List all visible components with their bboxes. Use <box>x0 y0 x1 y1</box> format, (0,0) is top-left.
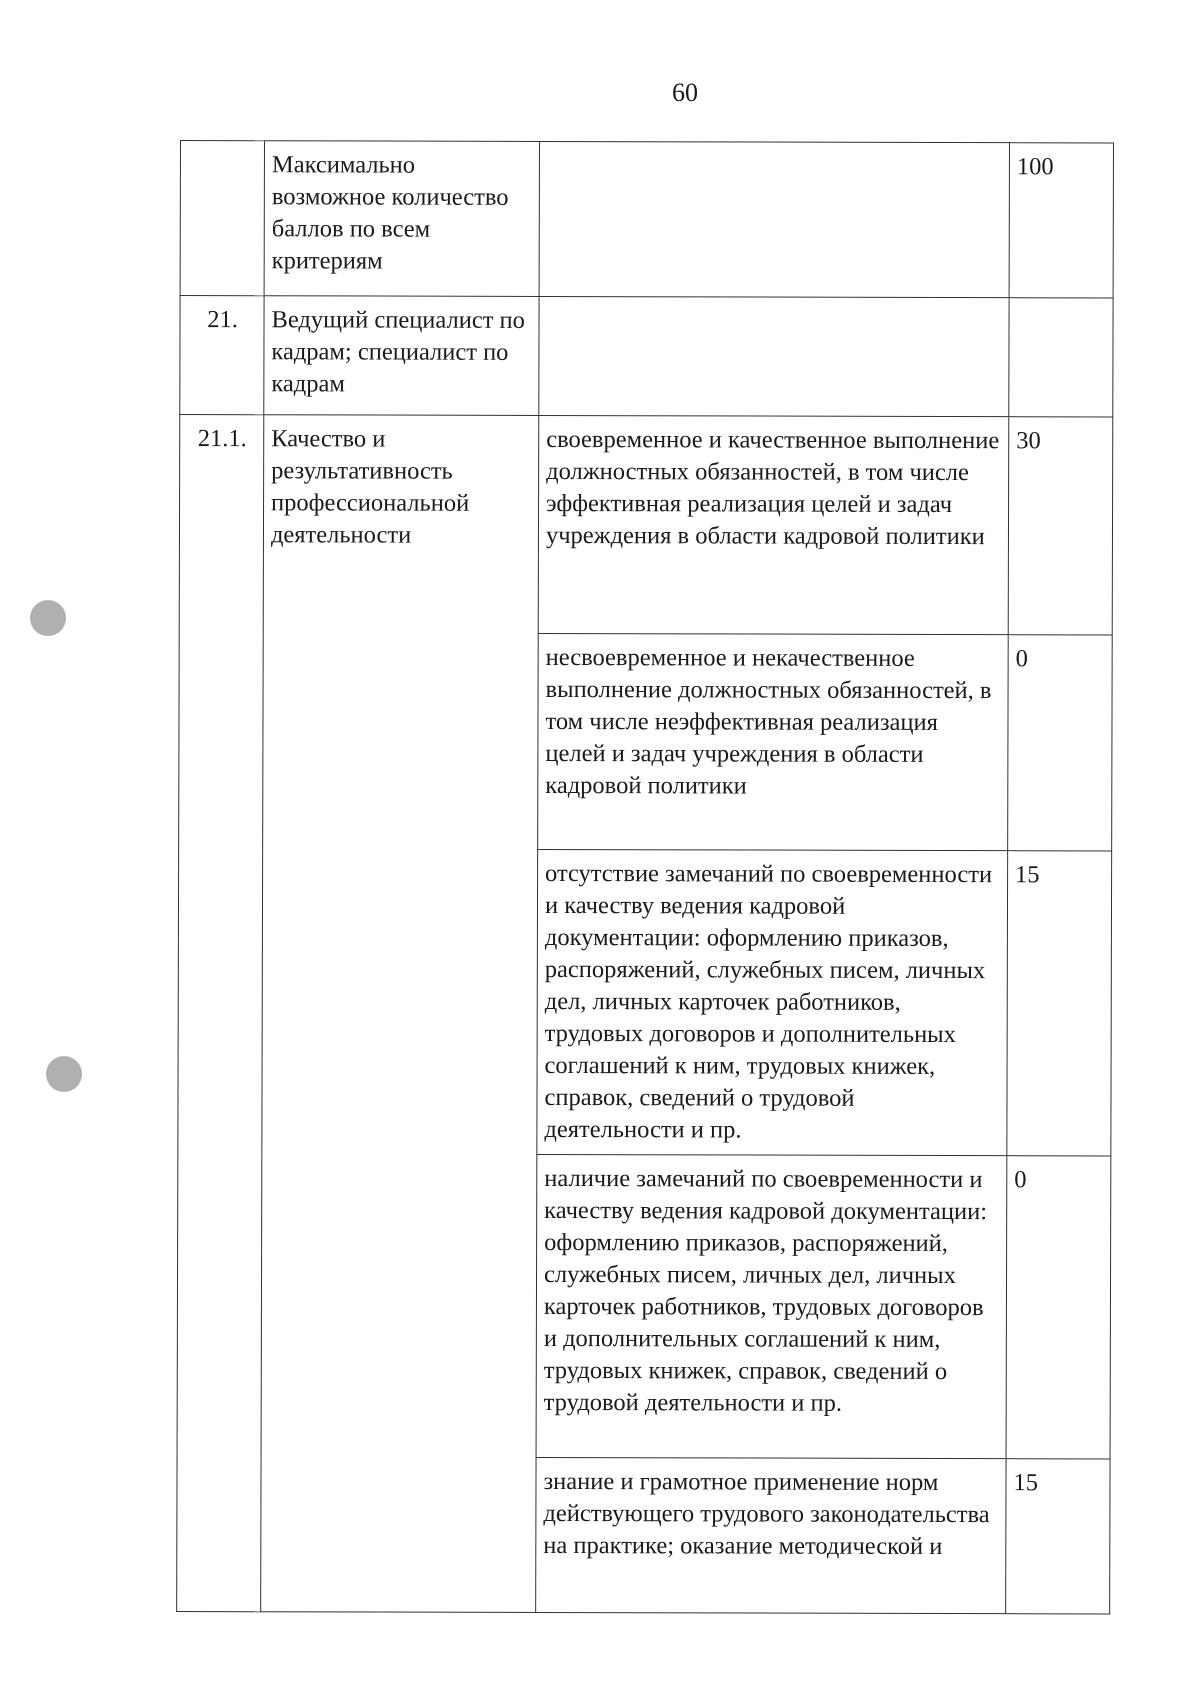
page-number: 60 <box>672 78 698 107</box>
table-row-21 <box>180 296 1113 417</box>
score-value: 30 <box>1008 417 1113 635</box>
table-row-max-score <box>180 141 1113 298</box>
table-row-21-1 <box>179 415 1113 635</box>
criterion-text <box>539 296 1009 416</box>
row-number: 21.1. <box>177 415 264 1612</box>
criterion-text <box>539 141 1009 297</box>
criterion-text: знание и грамотное применение норм действующего трудового законодательства на практике; оказание методической и <box>536 1457 1006 1613</box>
score-value: 0 <box>1006 1156 1111 1459</box>
criterion-text: несвоевременное и некачественное выполнение должностных обязанностей, в том числе неэффективная реализация целей и задач учреждения в области кадровой политики <box>538 633 1009 850</box>
criterion-text: своевременное и качественное выполнение должностных обязанностей, в том числе эффективная реализация целей и задач учреждения в области кадровой политики <box>538 415 1009 634</box>
row-title: Качество и результативность профессиональной деятельности <box>261 415 539 1613</box>
criteria-table <box>176 140 1114 1614</box>
row-number: 21. <box>180 296 264 415</box>
score-value: 15 <box>1006 1459 1110 1614</box>
score-value: 0 <box>1008 635 1113 851</box>
criterion-text: наличие замечаний по своевременности и качеству ведения кадровой документации: оформлению приказов, распоряжений, служебных писем, личных дел, личных карточек работников, трудовых договоров и дополнительных соглашений к ним, трудовых книжек, справок, сведений о трудовой деятельности и пр. <box>536 1154 1007 1458</box>
row-title: Максимально возможное количество баллов по всем критериям <box>264 141 539 297</box>
row-title: Ведущий специалист по кадрам; специалист по кадрам <box>264 296 539 416</box>
punch-hole-mark <box>46 1056 82 1092</box>
score-value: 15 <box>1007 851 1112 1156</box>
punch-hole-mark <box>30 600 66 636</box>
criterion-text: отсутствие замечаний по своевременности и качеству ведения кадровой документации: оформлению приказов, распоряжений, служебных писем, личных дел, личных карточек работников, трудовых договоров и дополнительных соглашений к ним, трудовых книжек, справок, сведений о трудовой деятельности и пр. <box>537 849 1008 1155</box>
score-value <box>1009 298 1113 417</box>
score-value: 100 <box>1009 143 1113 298</box>
row-number <box>180 141 264 296</box>
